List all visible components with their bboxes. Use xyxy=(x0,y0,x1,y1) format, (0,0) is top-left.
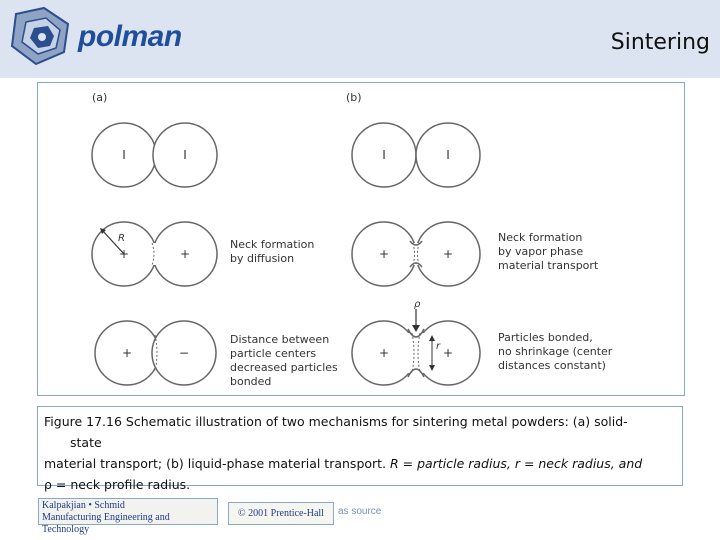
copyright-credit: © 2001 Prentice-Hall xyxy=(228,502,334,525)
a-row3-line2: particle centers xyxy=(230,347,317,360)
b-row2-line3: material transport xyxy=(498,259,599,272)
polman-emblem-icon xyxy=(6,6,76,68)
a-row2-line1: Neck formation xyxy=(230,238,315,251)
r-label: r xyxy=(436,341,441,352)
panel-a-row3-caption xyxy=(230,333,338,388)
b-row2-mark-left: + xyxy=(378,247,390,261)
caption-line2: state xyxy=(70,435,102,450)
credit-authors: Kalpakjian • Schmid xyxy=(42,500,125,511)
textbook-credit xyxy=(38,498,218,535)
a-row2-line2: by diffusion xyxy=(230,252,295,265)
a-row3-line4: bonded xyxy=(230,375,272,388)
panel-a-row3-particles xyxy=(95,321,216,385)
a-row3-line3: decreased particles xyxy=(230,361,338,374)
panel-a-row2-particles xyxy=(92,222,217,286)
figure-caption-box xyxy=(37,406,683,492)
a-row3-mark-right: − xyxy=(178,346,190,360)
panel-b-row2-caption xyxy=(498,231,599,272)
panel-b-label: (b) xyxy=(346,91,362,104)
b-row2-line2: by vapor phase xyxy=(498,245,584,258)
panel-b-row1-particles xyxy=(352,123,480,187)
caption-line3-plain: material transport; (b) liquid-phase material transport. xyxy=(44,456,391,471)
panel-b-row2-particles xyxy=(352,222,480,286)
panel-b-row3-caption xyxy=(498,331,613,372)
rho-label: ρ xyxy=(414,299,421,310)
b-row2-line1: Neck formation xyxy=(498,231,583,244)
caption-line4: ρ = neck profile radius. xyxy=(44,477,191,492)
figure-caption xyxy=(44,411,680,495)
panel-a-row1-particles xyxy=(92,123,217,187)
slide-header xyxy=(0,0,720,78)
a-row2-mark-right: + xyxy=(179,247,191,261)
source-note: as source xyxy=(338,506,382,517)
b-row3-line3: distances constant) xyxy=(498,359,606,372)
b-row3-line2: no shrinkage (center xyxy=(498,345,613,358)
radius-label: R xyxy=(118,233,125,244)
b-row3-line1: Particles bonded, xyxy=(498,331,593,344)
logo-text: polman xyxy=(78,20,182,53)
polman-logo xyxy=(6,6,182,68)
sintering-diagram xyxy=(38,83,684,395)
a-row1-mark-right: I xyxy=(183,148,187,162)
slide-title: Sintering xyxy=(610,30,710,55)
panel-b-row3-particles xyxy=(352,299,480,385)
b-row2-mark-right: + xyxy=(442,247,454,261)
sintering-figure xyxy=(37,82,685,396)
caption-line1: Figure 17.16 Schematic illustration of two mechanisms for sintering metal powders: (a) solid- xyxy=(44,414,628,429)
b-row3-mark-right: + xyxy=(442,346,454,360)
credit-book-title: Manufacturing Engineering and Technology xyxy=(42,512,170,535)
panel-a-row2-caption xyxy=(230,238,314,265)
a-row3-line1: Distance between xyxy=(230,333,330,346)
a-row1-mark-left: I xyxy=(122,148,126,162)
caption-line3-italic: R = particle radius, r = neck radius, and xyxy=(390,456,643,471)
a-row2-mark-left: + xyxy=(118,247,130,261)
b-row1-mark-left: I xyxy=(382,148,386,162)
b-row3-mark-left: + xyxy=(378,346,390,360)
panel-a-label: (a) xyxy=(92,91,108,104)
caption-line3 xyxy=(44,453,680,474)
b-row1-mark-right: I xyxy=(446,148,450,162)
a-row3-mark-left: + xyxy=(121,346,133,360)
